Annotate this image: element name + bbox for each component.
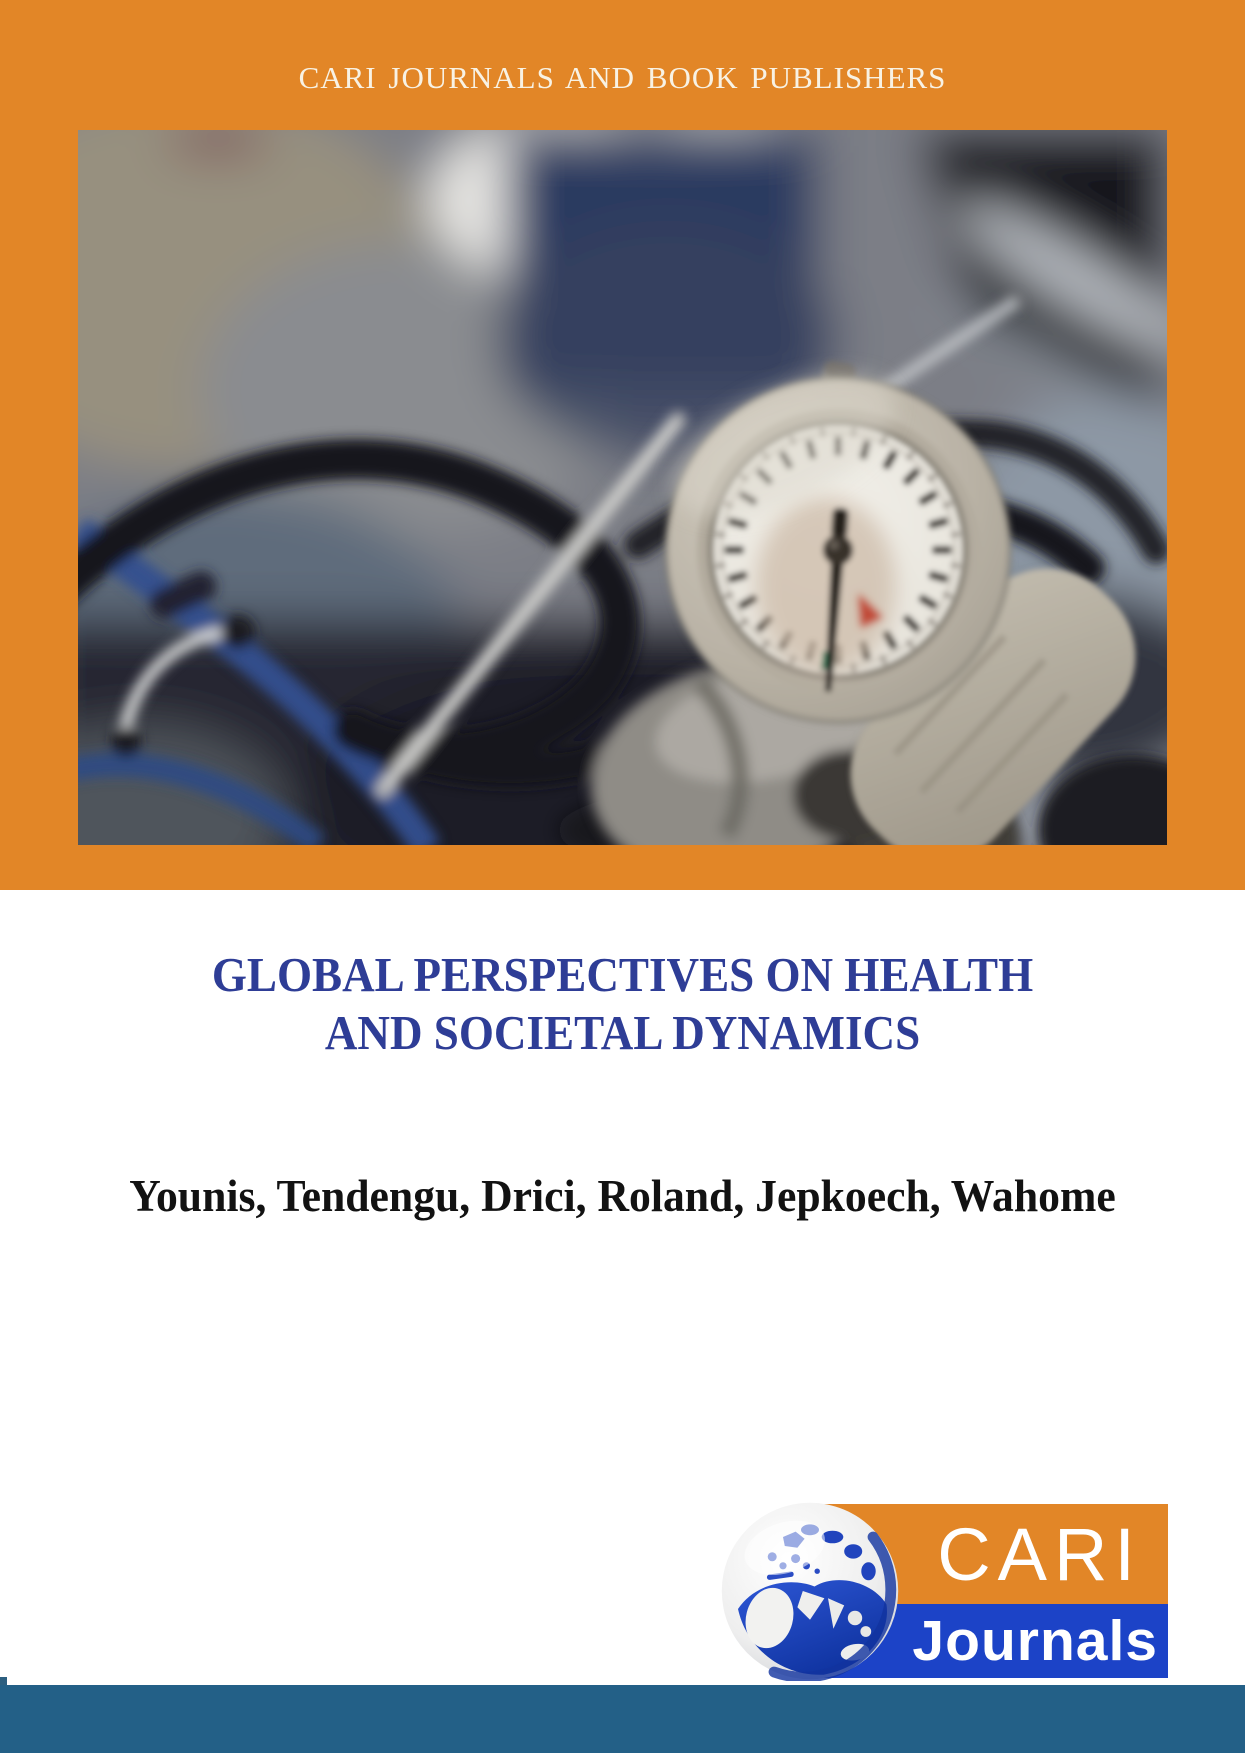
globe-icon [720, 1501, 900, 1681]
book-title [50, 946, 1195, 1062]
publisher-banner: CARI JOURNALS AND BOOK PUBLISHERS [298, 60, 947, 95]
footer-band [0, 1685, 1245, 1753]
book-title-line1: GLOBAL PERSPECTIVES ON HEALTH [211, 947, 1034, 1002]
medical-equipment-photo [78, 130, 1167, 845]
authors-line: Younis, Tendengu, Drici, Roland, Jepkoech, Wahome [129, 1171, 1116, 1221]
logo-word-journals: Journals [912, 1609, 1158, 1673]
book-title-line2: AND SOCIETAL DYNAMICS [324, 1005, 921, 1060]
logo-word-cari: CARI [937, 1512, 1142, 1596]
cover-photo [78, 130, 1167, 845]
